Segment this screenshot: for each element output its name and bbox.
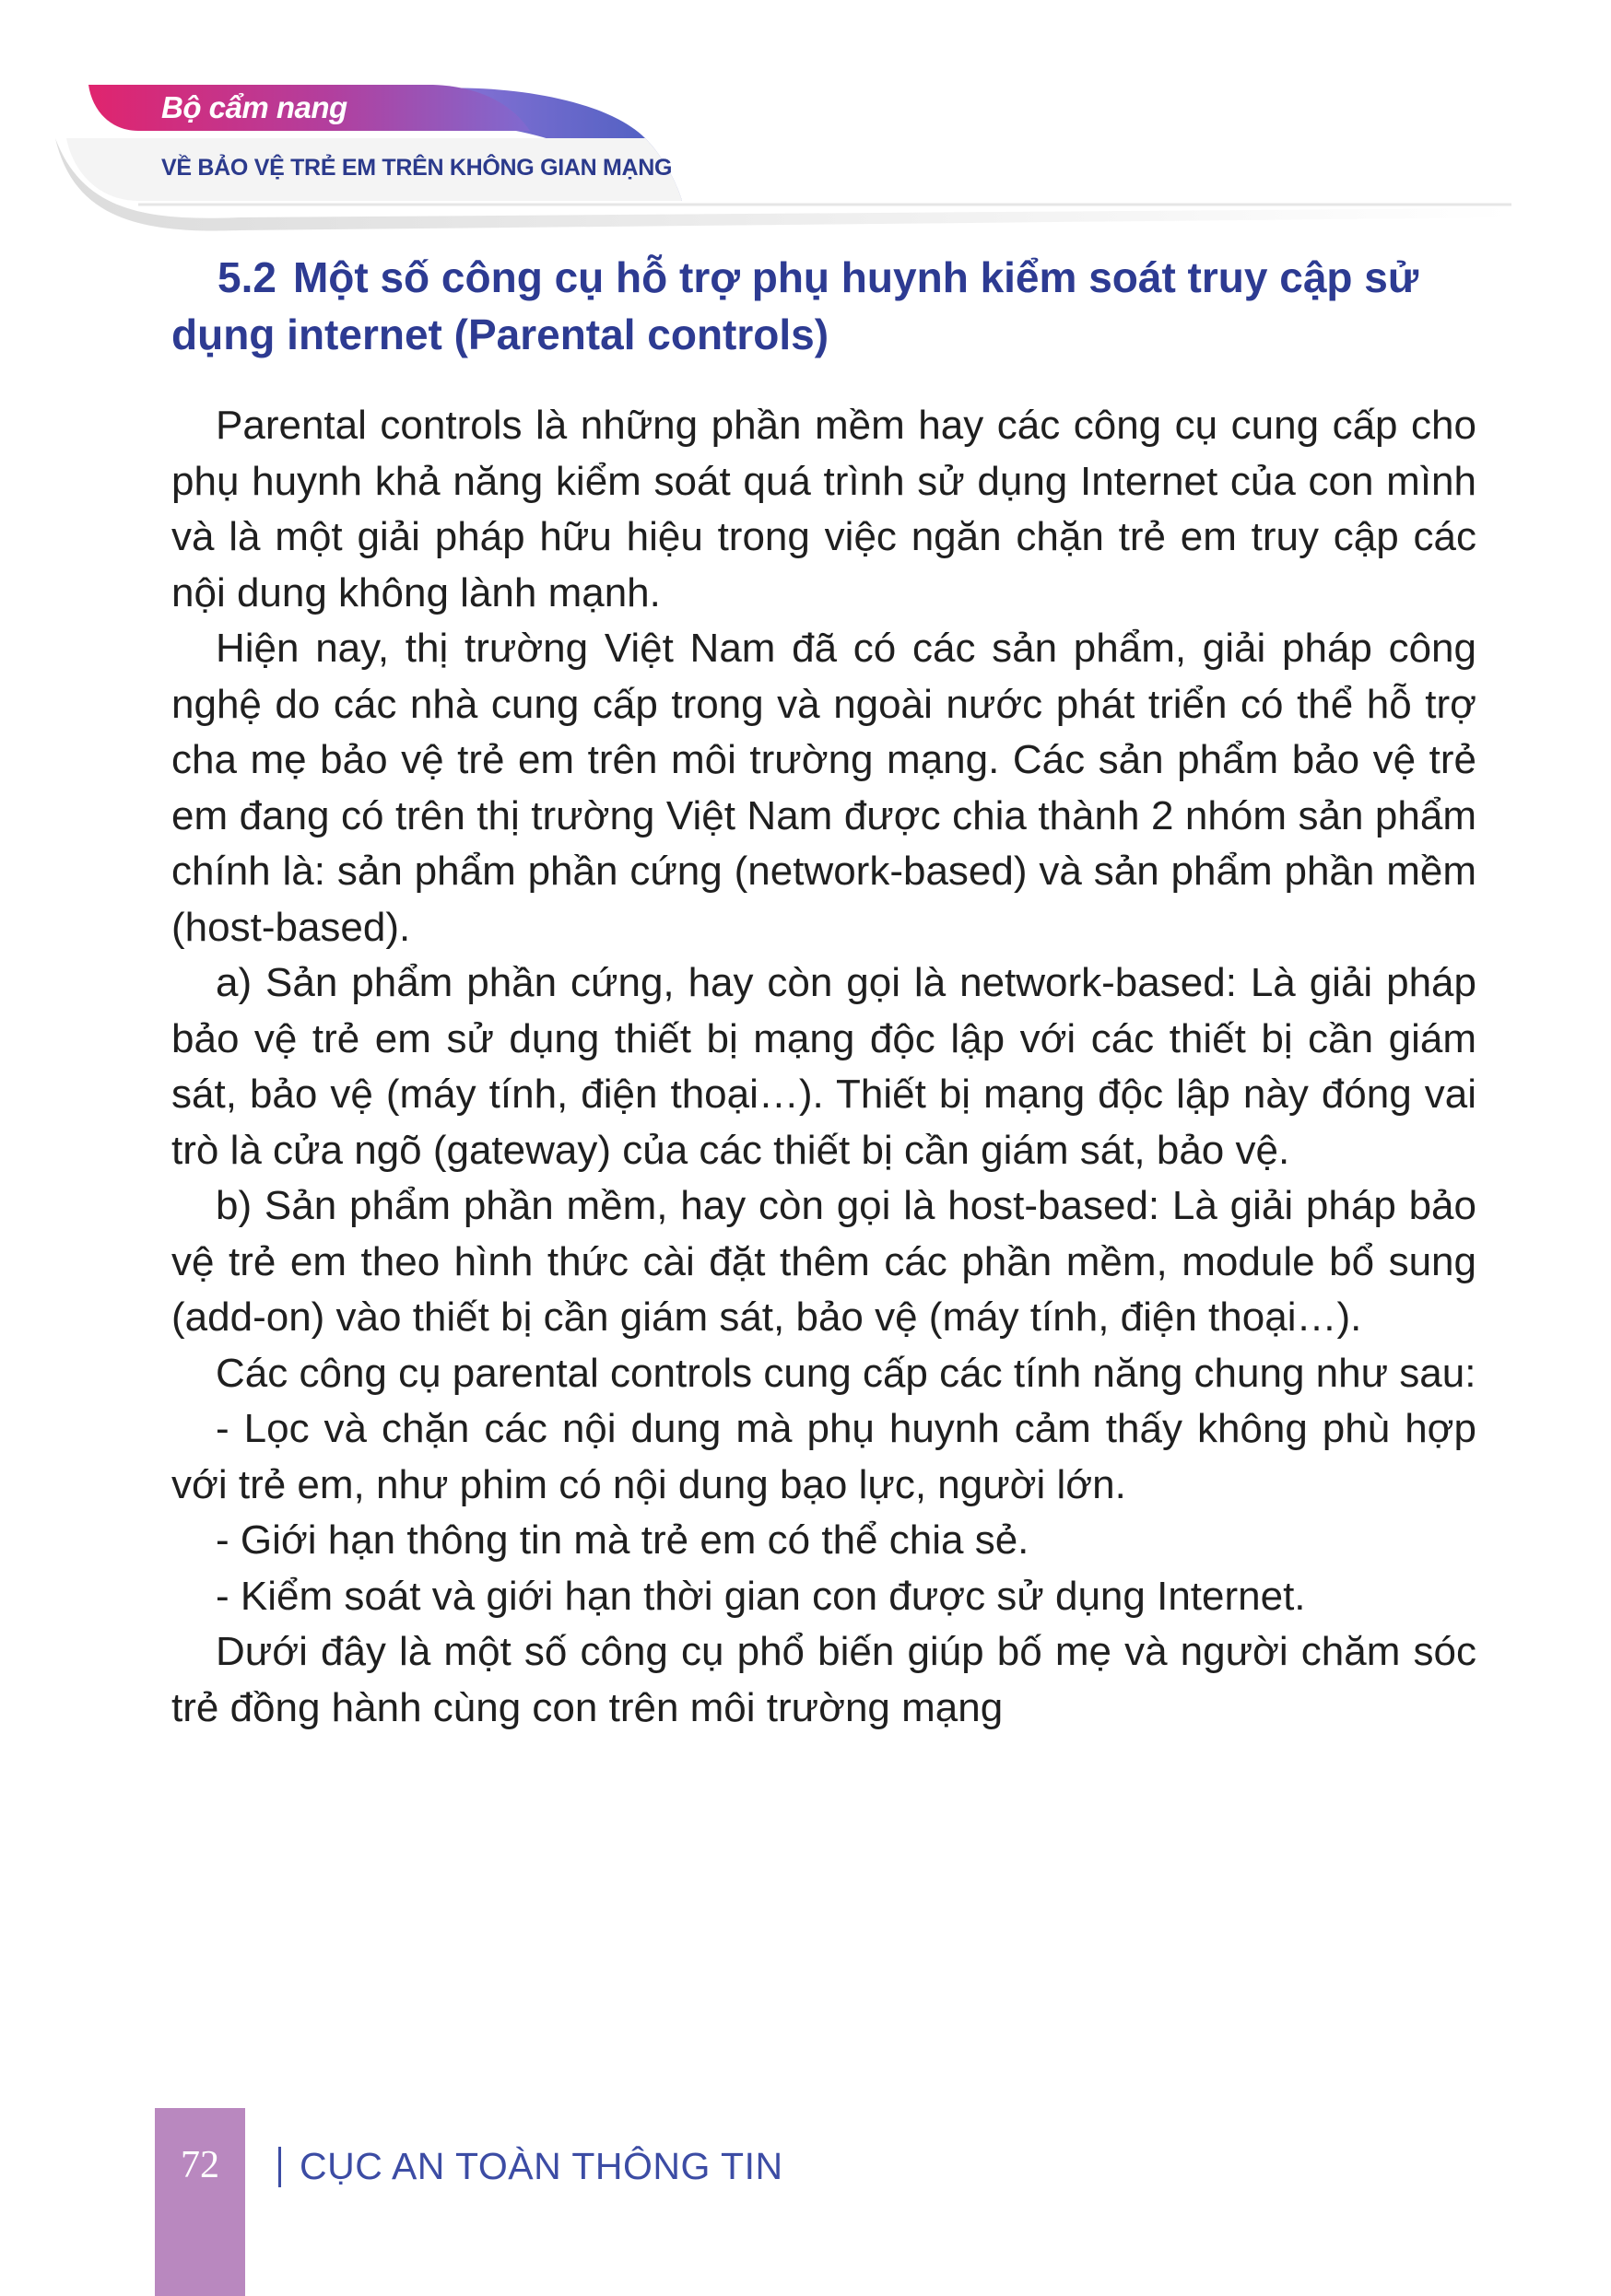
section-number: 5.2	[218, 253, 276, 301]
paragraph-software: b) Sản phẩm phần mềm, hay còn gọi là host-based: Là giải pháp bảo vệ trẻ em theo hình thức cài đặt thêm các phần mềm, module bổ sung (add-on) vào thiết bị cần giám sát, bảo vệ (máy tính, điện thoại…).	[171, 1183, 1476, 1340]
page-content	[171, 249, 1476, 1736]
paragraph-intro: Parental controls là những phần mềm hay các công cụ cung cấp cho phụ huynh khả năng kiểm soát quá trình sử dụng Internet của con mình và là một giải pháp hữu hiệu trong việc ngăn chặn trẻ em truy cập các nội dung không lành mạnh.	[171, 403, 1476, 615]
feature-item-filter: - Lọc và chặn các nội dung mà phụ huynh cảm thấy không phù hợp với trẻ em, như phim có nội dung bạo lực, người lớn.	[171, 1406, 1476, 1507]
handbook-title: Bộ cẩm nang	[161, 90, 347, 124]
section-title: Một số công cụ hỗ trợ phụ huynh kiểm soát truy cập sử dụng internet (Parental controls)	[171, 253, 1419, 358]
paragraph-tools-intro: Dưới đây là một số công cụ phổ biến giúp bố mẹ và người chăm sóc trẻ đồng hành cùng con trên môi trường mạng	[171, 1629, 1476, 1730]
paragraph-market: Hiện nay, thị trường Việt Nam đã có các sản phẩm, giải pháp công nghệ do các nhà cung cấp trong và ngoài nước phát triển có thể hỗ trợ cha mẹ bảo vệ trẻ em trên môi trường mạng. Các sản phẩm bảo vệ trẻ em đang có trên thị trường Việt Nam được chia thành 2 nhóm sản phẩm chính là: sản phẩm phần cứng (network-based) và sản phẩm phần mềm (host-based).	[171, 626, 1476, 950]
footer-organization: CỤC AN TOÀN THÔNG TIN	[300, 2145, 783, 2187]
paragraph-hardware: a) Sản phẩm phần cứng, hay còn gọi là network-based: Là giải pháp bảo vệ trẻ em sử dụng thiết bị mạng độc lập với các thiết bị cần giám sát, bảo vệ (máy tính, điện thoại…). Thiết bị mạng độc lập này đóng vai trò là cửa ngõ (gateway) của các thiết bị cần giám sát, bảo vệ.	[171, 960, 1476, 1173]
footer-color-bar	[155, 2108, 245, 2296]
page-number: 72	[181, 2144, 219, 2186]
section-heading	[171, 249, 1476, 363]
footer-separator	[278, 2147, 281, 2187]
paragraph-features-intro: Các công cụ parental controls cung cấp các tính năng chung như sau:	[216, 1350, 1476, 1396]
feature-item-limit-sharing: - Giới hạn thông tin mà trẻ em có thể chia sẻ.	[216, 1517, 1029, 1563]
feature-item-time-control: - Kiểm soát và giới hạn thời gian con được sử dụng Internet.	[216, 1573, 1306, 1619]
header-banner	[0, 0, 1611, 240]
handbook-subtitle: VỀ BẢO VỆ TRẺ EM TRÊN KHÔNG GIAN MẠNG	[161, 155, 673, 181]
